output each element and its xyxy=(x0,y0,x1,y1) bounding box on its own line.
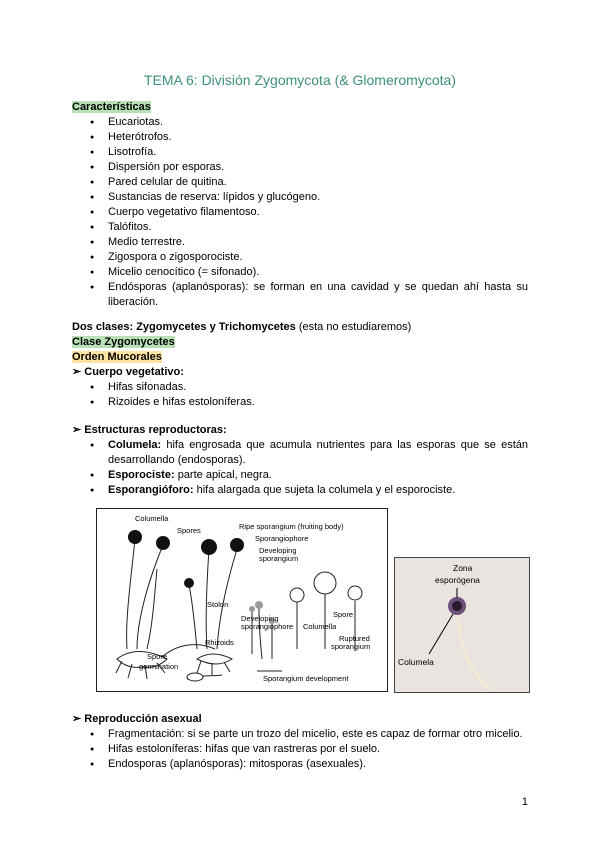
label-columella-top: Columella xyxy=(135,514,169,523)
mucor-diagram xyxy=(96,508,388,692)
label-developing-sp2: sporangiophore xyxy=(241,622,294,631)
label-development: Sporangium development xyxy=(263,674,349,683)
term: Esporociste: xyxy=(108,469,175,481)
page-title: TEMA 6: División Zygomycota (& Glomeromycota) xyxy=(144,72,456,88)
clases-section xyxy=(72,320,528,410)
term: Esporangióforo: xyxy=(108,484,194,496)
cuerpo-list xyxy=(72,380,528,410)
caracteristicas-heading: Características xyxy=(72,101,151,113)
cuerpo-heading: ➢ Cuerpo vegetativo: xyxy=(72,366,184,378)
caracteristicas-section xyxy=(72,100,528,310)
label-developing: Developing xyxy=(259,546,297,555)
list-item: ● Lisotrofía. xyxy=(72,145,528,160)
list-item xyxy=(72,468,528,483)
label-spores-top: Spores xyxy=(177,526,201,535)
list-item: ● Heterótrofos. xyxy=(72,130,528,145)
clases-rest: (esta no estudiaremos) xyxy=(295,321,412,333)
list-item: ● Medio terrestre. xyxy=(72,235,528,250)
label-zona: Zona xyxy=(453,563,473,573)
label-ripe-sporangium: Ripe sporangium (fruiting body) xyxy=(239,522,344,531)
list-item: ● Pared celular de quitina. xyxy=(72,175,528,190)
estructuras-section xyxy=(72,423,528,498)
list-item: ● Talófitos. xyxy=(72,220,528,235)
label-ruptured2: sporangium xyxy=(331,642,371,651)
list-item: ● Hifas sifonadas. xyxy=(72,380,528,395)
label-spore: Spore xyxy=(333,610,354,619)
label-rhizoids: Rhizoids xyxy=(205,638,234,647)
label-columella-bottom: Columella xyxy=(303,622,337,631)
definition: hifa alargada que sujeta la columela y el esporociste. xyxy=(193,484,456,496)
label-spore-germ2: germination xyxy=(139,662,179,671)
label-columela: Columela xyxy=(398,657,434,667)
list-item: ● Micelio cenocítico (= sifonado). xyxy=(72,265,528,280)
list-item: ● Hifas estoloníferas: hifas que van rastreras por el suelo. xyxy=(72,742,528,757)
sporangium-photo xyxy=(394,557,530,693)
list-item: ● Eucariotas. xyxy=(72,115,528,130)
caracteristicas-list xyxy=(72,115,528,310)
label-spore-germ1: Spore xyxy=(147,652,168,661)
label-esporogena: esporógena xyxy=(435,575,480,585)
definition: hifa engrosada que acumula nutrientes para las esporas que se están desarrollando (endosporas). xyxy=(108,439,528,466)
list-item: ● Dispersión por esporas. xyxy=(72,160,528,175)
list-item: ● Endosporas (aplanósporas): mitosporas (asexuales). xyxy=(72,757,528,772)
orden-heading: Orden Mucorales xyxy=(72,351,162,363)
estructuras-heading: ➢ Estructuras reproductoras: xyxy=(72,424,227,436)
estructuras-list xyxy=(72,438,528,498)
list-item: ● Rizoides e hifas estoloníferas. xyxy=(72,395,528,410)
label-sporangiophore: Sporangiophore xyxy=(255,534,309,543)
definition: parte apical, negra. xyxy=(174,469,272,481)
label-stolon: Stolon xyxy=(207,600,229,609)
term: Columela: xyxy=(108,439,162,451)
list-item: ● Cuerpo vegetativo filamentoso. xyxy=(72,205,528,220)
list-item: ● Fragmentación: si se parte un trozo del micelio, este es capaz de formar otro micelio. xyxy=(72,727,528,742)
label-ruptured1: Ruptured xyxy=(339,634,370,643)
reproduccion-section xyxy=(72,712,528,772)
list-item: ● Endósporas (aplanósporas): se forman en una cavidad y se quedan ahí hasta su liberación. xyxy=(72,280,528,310)
reproduccion-list xyxy=(72,727,528,772)
clases-bold: Dos clases: Zygomycetes y Trichomycetes xyxy=(72,321,296,333)
label-sporangium: sporangium xyxy=(259,554,299,563)
clase-heading: Clase Zygomycetes xyxy=(72,336,175,348)
list-item xyxy=(72,483,528,498)
list-item: ● Sustancias de reserva: lípidos y glucógeno. xyxy=(72,190,528,205)
list-item xyxy=(72,438,528,468)
label-developing-sp1: Developing xyxy=(241,614,279,623)
reproduccion-heading: ➢ Reproducción asexual xyxy=(72,713,202,725)
page-number: 1 xyxy=(521,796,528,808)
list-item: ● Zigospora o zigosporociste. xyxy=(72,250,528,265)
